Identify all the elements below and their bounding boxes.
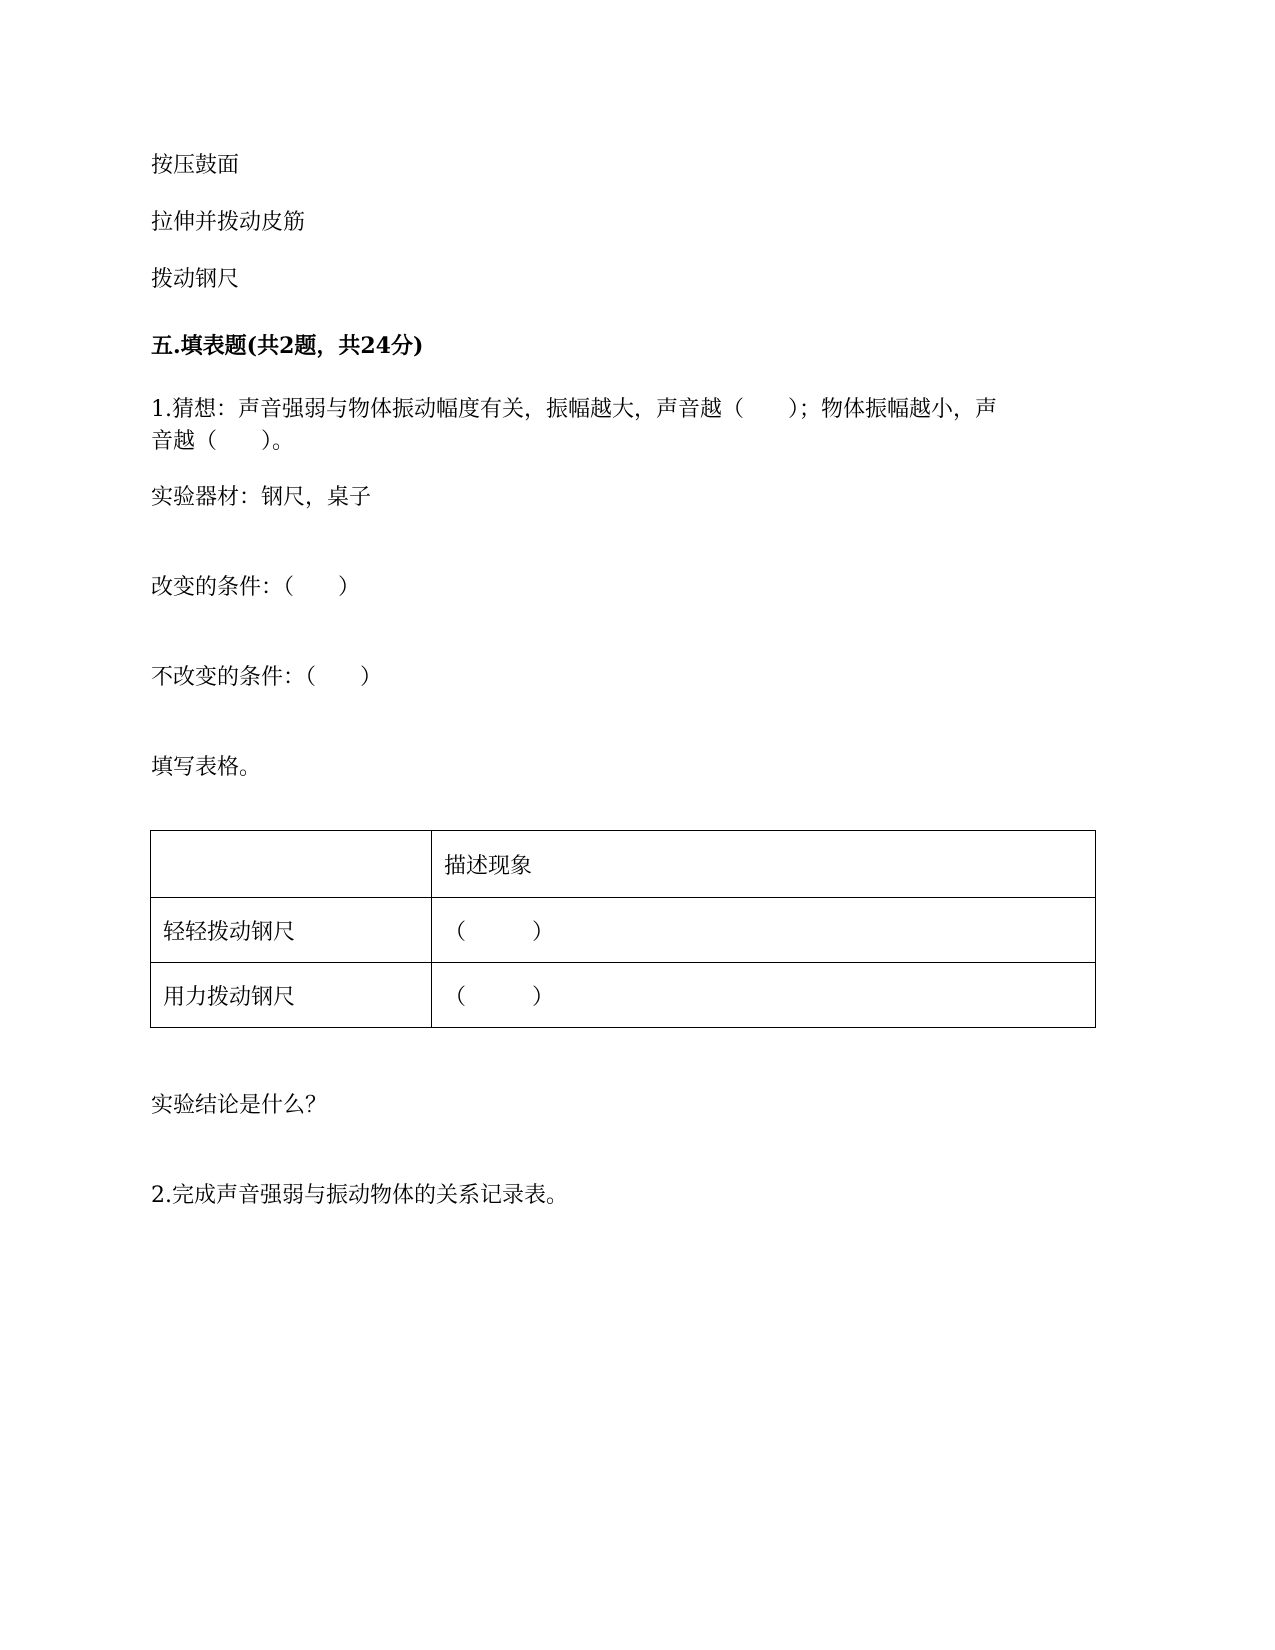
question-1-line-1: 1.猜想：声音强弱与物体振动幅度有关，振幅越大，声音越（ ）；物体振幅越小，声 xyxy=(151,397,997,422)
table-header-phenomenon: 描述现象 xyxy=(432,831,1096,898)
question-2: 2.完成声音强弱与振动物体的关系记录表。 xyxy=(151,1183,568,1208)
changed-condition: 改变的条件：（ ） xyxy=(151,575,361,600)
table-row-label: 用力拨动钢尺 xyxy=(151,963,432,1028)
conclusion-question: 实验结论是什么？ xyxy=(151,1093,328,1118)
table-row xyxy=(151,898,1096,963)
table-row-label: 轻轻拨动钢尺 xyxy=(151,898,432,963)
question-1-line-2: 音越（ ）。 xyxy=(151,429,295,454)
table-row-blank[interactable]: （ ） xyxy=(432,898,1096,963)
table-header-empty xyxy=(151,831,432,898)
table-header-row xyxy=(151,831,1096,898)
experiment-materials: 实验器材：钢尺，桌子 xyxy=(151,485,372,510)
table-row xyxy=(151,963,1096,1028)
fill-table-instruction: 填写表格。 xyxy=(151,755,262,780)
section-title: 五.填表题(共2题，共24分) xyxy=(151,333,424,359)
unchanged-condition: 不改变的条件：（ ） xyxy=(151,665,383,690)
option-pluck-ruler: 拨动钢尺 xyxy=(151,267,240,292)
option-press-drum: 按压鼓面 xyxy=(151,153,240,178)
table-row-blank[interactable]: （ ） xyxy=(432,963,1096,1028)
option-pluck-rubber-band: 拉伸并拨动皮筋 xyxy=(151,210,306,235)
observation-table xyxy=(150,830,1096,1028)
